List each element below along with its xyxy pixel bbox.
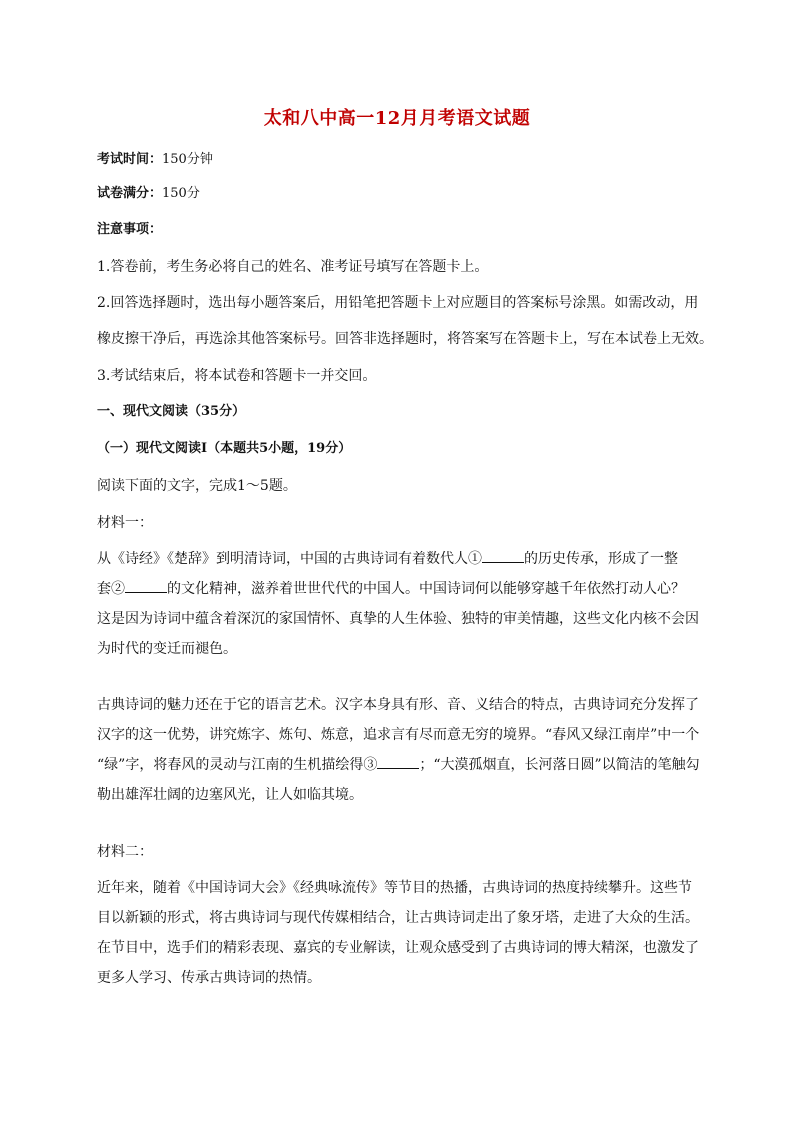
text-segment: 套② — [97, 581, 125, 597]
material1-paragraph2 — [97, 690, 701, 810]
exam-time-label: 考试时间： — [97, 152, 163, 167]
blank-1 — [482, 548, 524, 563]
text-segment: “绿”字，将春风的灵动与江南的生机描绘得③ — [97, 757, 378, 773]
full-score-label: 试卷满分： — [97, 186, 163, 201]
text-line: 勒出雄浑壮阔的边塞风光，让人如临其境。 — [97, 787, 363, 803]
text-line: 汉字的这一优势，讲究炼字、炼句、炼意，追求言有尽而意无穷的境界。“春风又绿江南岸”中一个 — [97, 727, 700, 743]
exam-time — [97, 150, 213, 170]
instruction: 阅读下面的文字，完成1～5题。 — [97, 478, 297, 494]
text-line: 更多人学习、传承古典诗词的热情。 — [97, 970, 321, 986]
text-segment: ；“大漠孤烟直，长河落日圆”以简洁的笔触勾 — [419, 757, 700, 773]
text-line: 在节目中，选手们的精彩表现、嘉宾的专业解读，让观众感受到了古典诗词的博大精深，也激发了 — [97, 940, 699, 956]
note-item: 3.考试结束后，将本试卷和答题卡一并交回。 — [97, 368, 377, 384]
blank-3 — [377, 754, 419, 769]
text-line: 近年来，随着《中国诗词大会》《经典咏流传》等节目的热播，古典诗词的热度持续攀升。这些节 — [97, 880, 692, 896]
exam-time-value: 150分钟 — [162, 152, 213, 167]
text-segment: 从《诗经》《楚辞》到明清诗词，中国的古典诗词有着数代人① — [97, 551, 482, 567]
material-label: 材料一： — [97, 515, 153, 531]
text-line: 目以新颖的形式，将古典诗词与现代传媒相结合，让古典诗词走出了象牙塔，走进了大众的生活。 — [97, 910, 699, 926]
full-score — [97, 184, 200, 204]
material1-paragraph1 — [97, 544, 701, 664]
text-line: 古典诗词的魅力还在于它的语言艺术。汉字本身具有形、音、义结合的特点，古典诗词充分发挥了 — [97, 697, 699, 713]
material-label: 材料二： — [97, 844, 153, 860]
blank-2 — [125, 578, 167, 593]
text-segment: 的历史传承，形成了一整 — [524, 551, 678, 567]
text-segment: 的文化精神，滋养着世世代代的中国人。中国诗词何以能够穿越千年依然打动人心？ — [167, 581, 685, 597]
note-item: 2.回答选择题时，选出每小题答案后，用铅笔把答题卡上对应题目的答案标号涂黑。如需改动，用 — [97, 295, 699, 311]
text-line: 这是因为诗词中蕴含着深沉的家国情怀、真挚的人生体验、独特的审美情趣，这些文化内核不会因 — [97, 611, 699, 627]
note-item: 1.答卷前，考生务必将自己的姓名、准考证号填写在答题卡上。 — [97, 259, 489, 275]
notes-heading: 注意事项： — [97, 222, 163, 237]
note-item: 橡皮擦干净后，再选涂其他答案标号。回答非选择题时，将答案写在答题卡上，写在本试卷上无效。 — [97, 331, 713, 347]
full-score-value: 150分 — [162, 186, 200, 201]
text-line: 为时代的变迁而褪色。 — [97, 641, 237, 657]
subsection-heading: （一）现代文阅读Ⅰ（本题共5小题，19分） — [97, 441, 352, 456]
exam-title: 太和八中高一12月月考语文试题 — [263, 108, 531, 129]
material2-paragraph1 — [97, 873, 701, 993]
section-heading: 一、现代文阅读（35分） — [97, 404, 246, 419]
